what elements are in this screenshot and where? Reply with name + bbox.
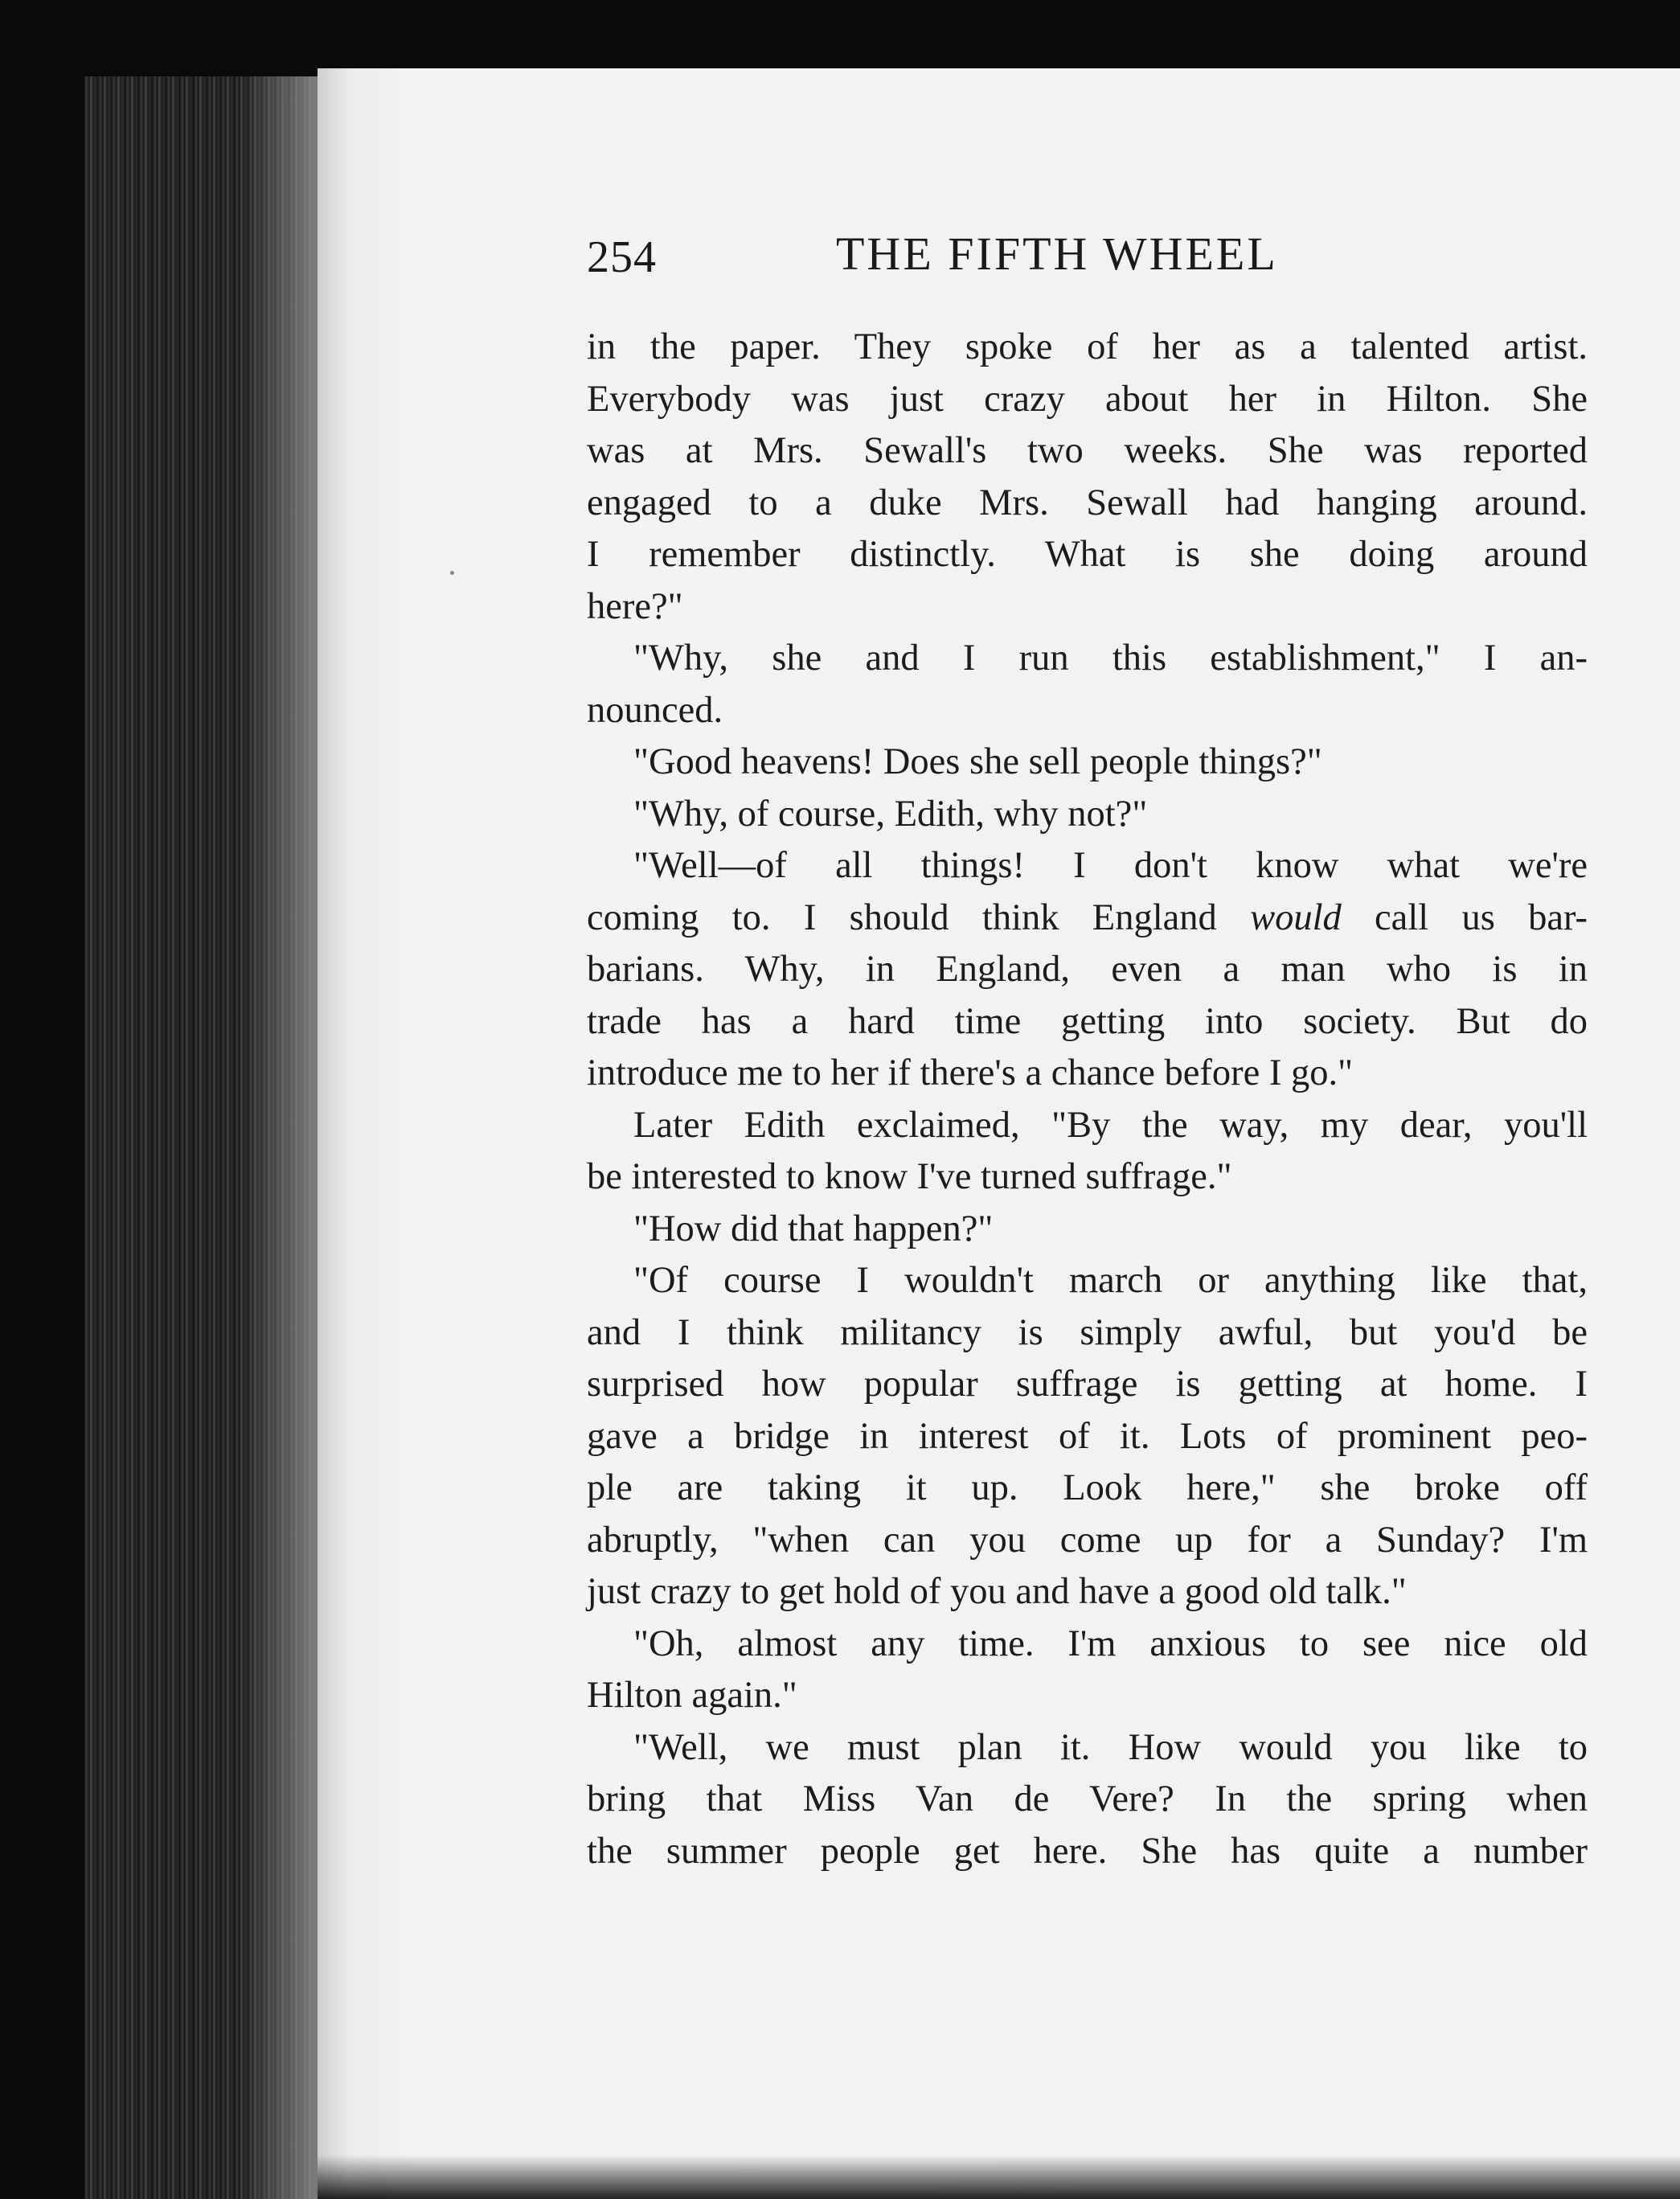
text-line: engaged to a duke Mrs. Sewall had hanging around. xyxy=(587,482,1588,523)
text-line: "Good heavens! Does she sell people things?" xyxy=(633,741,1322,782)
text-line: "Why, of course, Edith, why not?" xyxy=(633,793,1148,835)
text-line: abruptly, "when can you come up for a Sunday? I'm xyxy=(587,1519,1588,1561)
text-line: I remember distinctly. What is she doing around xyxy=(587,534,1588,575)
text-line: surprised how popular suffrage is getting at home. I xyxy=(587,1364,1588,1405)
text-line: "Why, she and I run this establishment," I an- xyxy=(633,638,1588,679)
text-line: in the paper. They spoke of her as a talented artist. xyxy=(587,326,1588,367)
text-line: trade has a hard time getting into society. But do xyxy=(587,1000,1588,1042)
running-title: THE FIFTH WHEEL xyxy=(836,228,1278,280)
text-line: Later Edith exclaimed, "By the way, my dear, you'll xyxy=(633,1104,1588,1146)
text-line: "How did that happen?" xyxy=(633,1208,994,1249)
text-line: "Oh, almost any time. I'm anxious to see nice old xyxy=(633,1623,1588,1664)
page-number: 254 xyxy=(587,232,657,282)
text-line: gave a bridge in interest of it. Lots of prominent peo- xyxy=(587,1415,1588,1457)
body-text xyxy=(587,322,1588,1877)
text-line: was at Mrs. Sewall's two weeks. She was reported xyxy=(587,430,1588,471)
text-line: and I think militancy is simply awful, but you'd be xyxy=(587,1311,1588,1353)
text-line: "Well—of all things! I don't know what we're xyxy=(633,845,1588,886)
text-line: nounced. xyxy=(587,689,723,731)
text-line: the summer people get here. She has quite a number xyxy=(587,1830,1588,1872)
text-line: here?" xyxy=(587,585,683,627)
emphasized-word: would xyxy=(1250,896,1342,938)
text-line: bring that Miss Van de Vere? In the spring when xyxy=(587,1778,1588,1820)
dust-speck xyxy=(450,571,454,575)
text-line: Hilton again." xyxy=(587,1675,797,1716)
page-header xyxy=(587,227,1592,291)
text-line: be interested to know I've turned suffrage." xyxy=(587,1156,1232,1197)
text-line: "Of course I wouldn't march or anything like that, xyxy=(633,1260,1588,1301)
text-line: barians. Why, in England, even a man who is in xyxy=(587,949,1588,990)
text-line: "Well, we must plan it. How would you like to xyxy=(633,1726,1588,1768)
text-line: Everybody was just crazy about her in Hilton. She xyxy=(587,378,1588,420)
text-line: introduce me to her if there's a chance before I go." xyxy=(587,1052,1354,1093)
text-line: just crazy to get hold of you and have a good old talk." xyxy=(587,1571,1407,1612)
text-line: ple are taking it up. Look here," she broke off xyxy=(587,1467,1588,1508)
page-bottom-shadow xyxy=(318,2155,1680,2199)
text-line: coming to. I should think England would call us bar- xyxy=(587,896,1588,938)
